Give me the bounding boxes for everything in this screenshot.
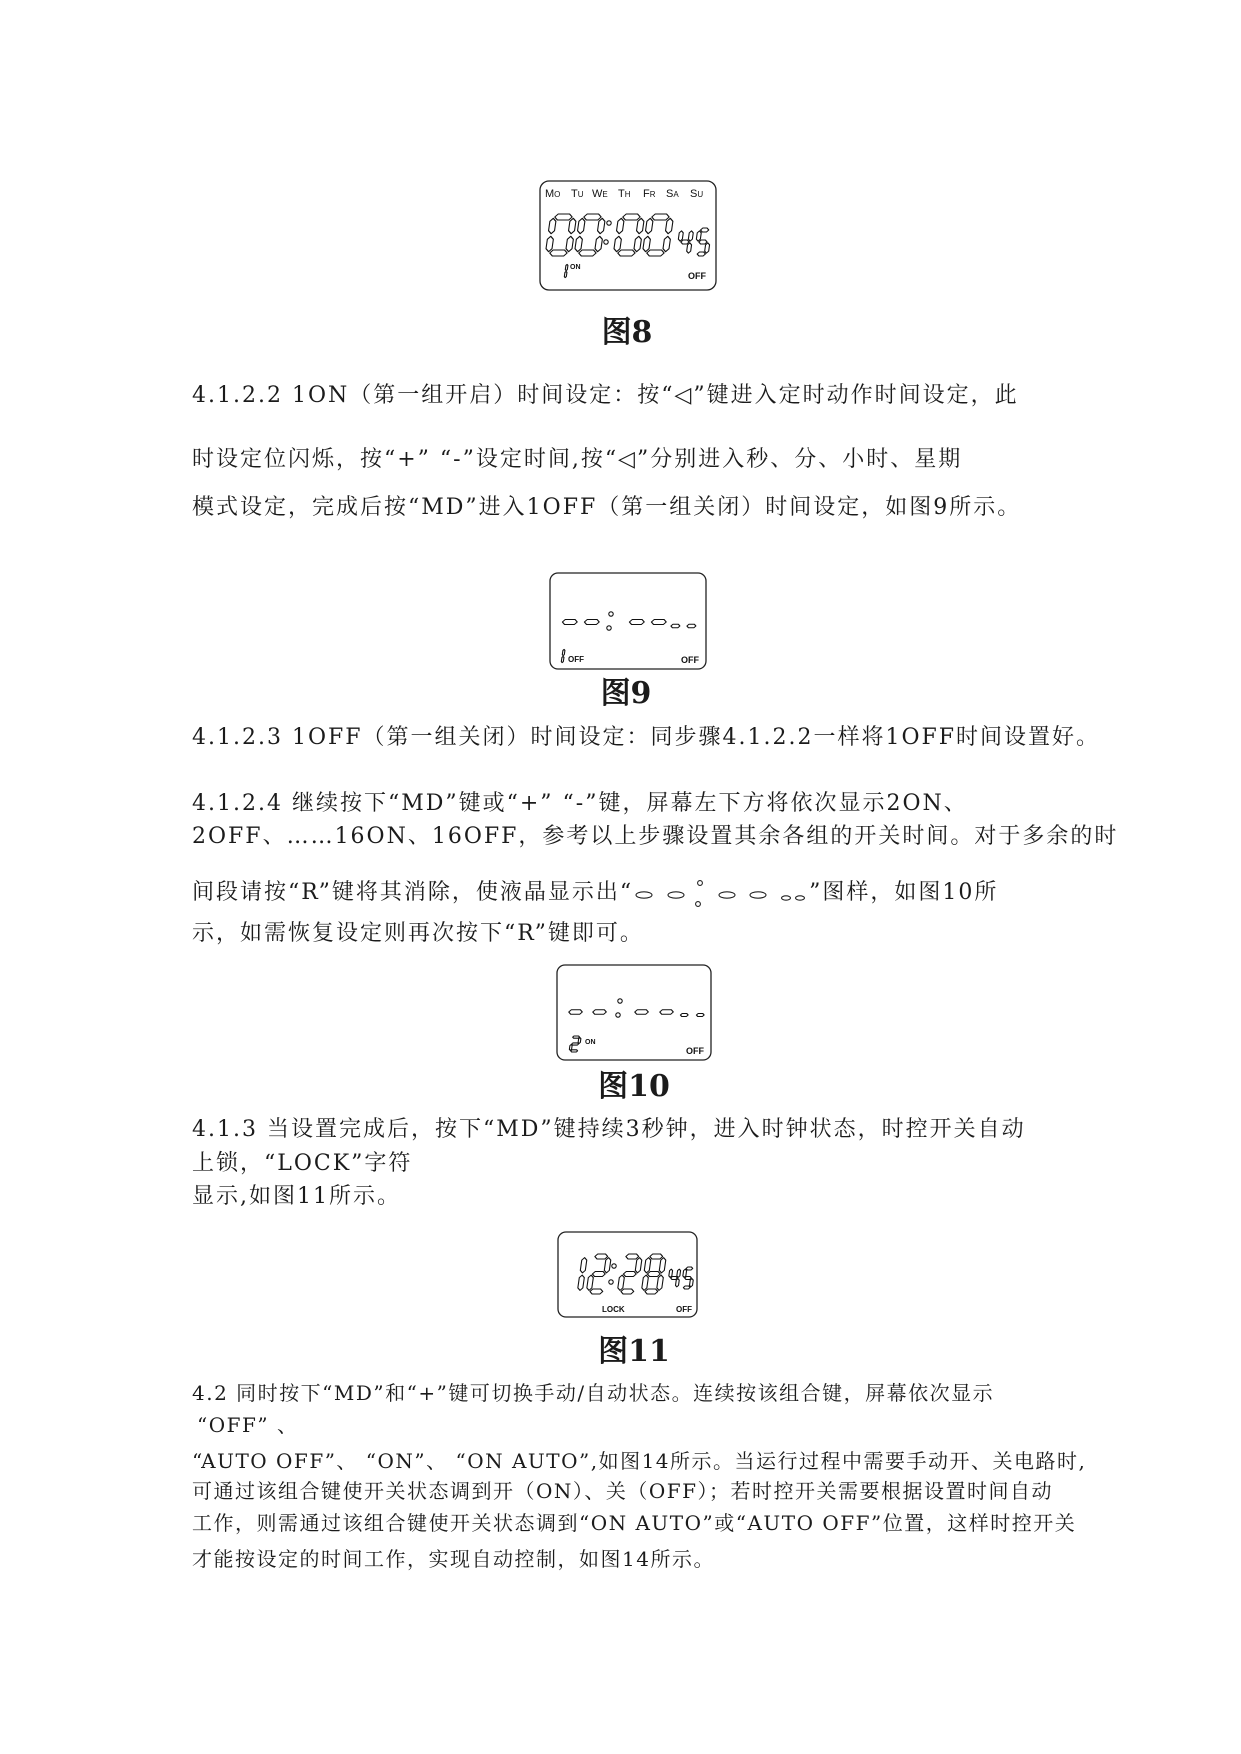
- figure-8-caption: 图8: [601, 315, 653, 350]
- segment-d: [621, 1289, 635, 1294]
- segment-a: [650, 1254, 664, 1259]
- section-4-2-line-5: 工作，则需通过该组合键使开关状态调到“ON AUTO”或“AUTO OFF”位置，这样时控开关: [192, 1511, 1077, 1535]
- segment-g: [699, 240, 708, 244]
- segment-c: [675, 1279, 679, 1287]
- segment-g: [623, 1272, 637, 1277]
- segment-a: [700, 228, 709, 232]
- figure-10-caption: 图10: [598, 1069, 670, 1104]
- segment-g: [684, 1277, 691, 1280]
- blank-segment-pattern-icon: [633, 878, 809, 908]
- section-4-1-3-line-1: 4.1.3 当设置完成后，按下“MD”键持续3秒钟，进入时钟状态，时控开关自动: [192, 1117, 1026, 1142]
- time-digit: [562, 620, 578, 625]
- seconds-digit: [696, 1014, 704, 1017]
- segment-g: [562, 620, 578, 625]
- segment-g: [592, 1010, 606, 1015]
- seconds-digit: [671, 624, 680, 628]
- line-3-text-before: 间段请按“R”键将其消除，使液晶显示出“: [192, 880, 634, 905]
- weekday-label: Th: [618, 188, 631, 200]
- time-digit: [584, 620, 600, 625]
- blank-digit-segment: [796, 896, 805, 900]
- section-4-1-2-2-line-1: 4.1.2.2 1ON（第一组开启）时间设定：按“◁”键进入定时动作时间设定，此: [192, 383, 1019, 408]
- segment-g: [671, 624, 680, 628]
- segment-a: [622, 214, 640, 220]
- segment-a: [573, 1036, 580, 1038]
- segment-g: [696, 1014, 704, 1017]
- output-status-label: OFF: [676, 1305, 692, 1314]
- colon-dot: [612, 1264, 616, 1268]
- segment-g: [592, 1272, 606, 1277]
- weekday-label: Sa: [666, 188, 679, 200]
- weekday-label: Fr: [643, 188, 656, 200]
- segment-g: [670, 1277, 677, 1280]
- segment-d: [590, 1289, 604, 1294]
- section-4-1-2-4-line-1: 4.1.2.4 继续按下“MD”键或“+” “-”键，屏幕左下方将依次显示2ON、: [192, 791, 968, 816]
- segment-g: [680, 1014, 688, 1017]
- segment-g: [584, 620, 600, 625]
- colon-dot: [609, 612, 613, 616]
- colon-dot: [609, 1280, 613, 1284]
- seconds-digit: [687, 624, 696, 628]
- program-state-label: OFF: [568, 655, 584, 664]
- time-digit: [659, 1010, 673, 1015]
- colon-dot: [698, 881, 703, 886]
- section-4-1-2-2-line-3: 模式设定，完成后按“MD”进入1OFF（第一组关闭）时间设定，如图9所示。: [192, 495, 1022, 520]
- segment-d: [549, 250, 567, 256]
- segment-c: [561, 656, 564, 662]
- segment-d: [578, 250, 596, 256]
- segment-d: [571, 1050, 578, 1052]
- output-status-label: OFF: [686, 1046, 704, 1056]
- segment-d: [617, 250, 635, 256]
- segment-g: [681, 240, 690, 244]
- section-4-1-2-4-line-2: 2OFF、……16ON、16OFF，参考以上步骤设置其余各组的开关时间。对于多余的时: [192, 824, 1119, 849]
- segment-b: [677, 1269, 681, 1277]
- segment-a: [583, 214, 601, 220]
- lock-indicator-label: LOCK: [602, 1305, 625, 1314]
- segment-a: [651, 214, 669, 220]
- colon-dot: [607, 626, 611, 630]
- program-state-label: ON: [570, 264, 581, 271]
- colon-dot: [604, 240, 608, 244]
- blank-digit-segment: [750, 892, 766, 898]
- section-4-1-3-line-2: 上锁，“LOCK”字符: [192, 1151, 413, 1176]
- section-4-1-3-line-3: 显示,如图11所示。: [192, 1184, 401, 1209]
- segment-a: [626, 1254, 640, 1259]
- weekday-label: Mo: [545, 188, 561, 200]
- colon-dot: [696, 902, 701, 907]
- seconds-digit: [680, 1014, 688, 1017]
- segment-b: [578, 1038, 581, 1044]
- segment-d: [683, 1286, 690, 1289]
- section-4-2-line-3: “AUTO OFF”、 “ON”、 “ON AUTO”,如图14所示。当运行过程中需要手动开、关电路时,: [192, 1449, 1087, 1473]
- segment-g: [634, 1010, 648, 1015]
- weekday-label: Su: [690, 188, 704, 200]
- segment-d: [646, 250, 664, 256]
- figure-8-lcd-display: [539, 180, 717, 291]
- segment-g: [647, 1272, 661, 1277]
- blank-digit-segment: [668, 892, 684, 898]
- segment-d: [645, 1289, 659, 1294]
- section-4-2-line-6: 才能按设定的时间工作，实现自动控制，如图14所示。: [192, 1547, 715, 1571]
- segment-g: [568, 1010, 582, 1015]
- figure-9-lcd-display: [549, 572, 707, 670]
- time-digit: [629, 620, 645, 625]
- time-digit: [651, 620, 667, 625]
- line-3-text-after: ”图样，如图10所: [809, 880, 999, 905]
- segment-b: [562, 649, 565, 655]
- segment-a: [595, 1254, 609, 1259]
- figure-10-lcd-display: [556, 964, 712, 1061]
- time-digit: [634, 1010, 648, 1015]
- segment-g: [651, 620, 667, 625]
- segment-g: [572, 1043, 579, 1045]
- figure-11-caption: 图11: [598, 1334, 670, 1369]
- weekday-label: We: [592, 188, 608, 200]
- time-digit: [592, 1010, 606, 1015]
- colon-dot: [616, 1013, 620, 1017]
- figure-11-lcd-display: [557, 1231, 698, 1318]
- figure-9-caption: 图9: [600, 676, 652, 711]
- blank-digit-segment: [636, 892, 652, 898]
- segment-g: [687, 624, 696, 628]
- time-digit: [568, 1010, 582, 1015]
- segment-c: [689, 1279, 693, 1287]
- section-4-1-2-4-line-3: [192, 878, 998, 908]
- section-4-2-line-2: “OFF” 、: [197, 1413, 299, 1437]
- weekday-label: Tu: [571, 188, 584, 200]
- blank-digit-segment: [719, 892, 735, 898]
- section-4-1-2-2-line-2: 时设定位闪烁，按“+” “-”设定时间,按“◁”分别进入秒、分、小时、星期: [192, 447, 963, 472]
- segment-a: [554, 214, 572, 220]
- output-status-label: OFF: [688, 271, 706, 281]
- segment-g: [659, 1010, 673, 1015]
- program-state-label: ON: [585, 1039, 596, 1046]
- section-4-2-line-4: 可通过该组合键使开关状态调到开（ON）、关（OFF）；若时控开关需要根据设置时间自动: [192, 1479, 1054, 1503]
- output-status-label: OFF: [681, 655, 699, 665]
- section-4-1-2-4-line-4: 示，如需恢复设定则再次按下“R”键即可。: [192, 921, 644, 946]
- blank-digit-segment: [782, 896, 791, 900]
- segment-b: [565, 264, 568, 270]
- section-4-2-line-1: 4.2 同时按下“MD”和“+”键可切换手动/自动状态。连续按该组合键，屏幕依次显示: [192, 1381, 995, 1405]
- segment-c: [564, 271, 567, 277]
- segment-a: [686, 1267, 693, 1270]
- section-4-1-2-3-line-1: 4.1.2.3 1OFF（第一组关闭）时间设定：同步骤4.1.2.2一样将1OFF时间设置好。: [192, 725, 1101, 750]
- colon-dot: [618, 999, 622, 1003]
- colon-dot: [607, 221, 611, 225]
- segment-g: [629, 620, 645, 625]
- segment-d: [697, 252, 706, 256]
